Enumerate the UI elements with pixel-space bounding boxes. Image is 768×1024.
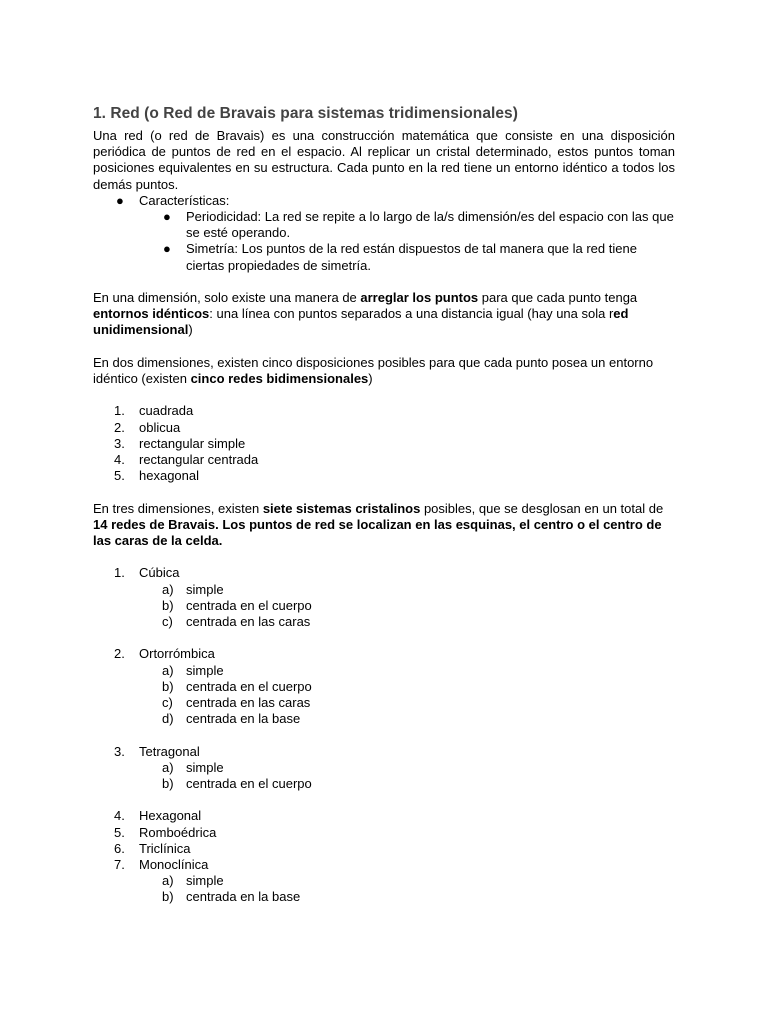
lattice-2d-item <box>93 403 675 419</box>
list-number: 6. <box>114 840 125 856</box>
text-run: ) <box>368 371 373 387</box>
list-number: 5. <box>114 468 125 484</box>
one-dimension-paragraph <box>93 290 675 339</box>
list-label: simple <box>186 873 224 889</box>
lattice-2d-item <box>93 436 675 452</box>
crystal-system-item <box>93 744 675 760</box>
lattice-variant-item <box>93 695 675 711</box>
list-label: centrada en el cuerpo <box>186 597 312 613</box>
list-label: simple <box>186 581 224 597</box>
crystal-system-item <box>93 857 675 873</box>
bold-run: siete sistemas cristalinos <box>262 500 421 516</box>
list-label: Tetragonal <box>139 743 200 759</box>
lattice-variant-item <box>93 711 675 727</box>
list-label: rectangular centrada <box>139 452 259 468</box>
crystal-system-item <box>93 565 675 581</box>
bold-run: 14 redes de Bravais. Los puntos de red se localizan en las esquinas, el centro o el centro de las caras de la celda. <box>93 516 662 549</box>
bold-run: ed unidimensional <box>93 306 629 338</box>
list-number: 2. <box>114 646 125 662</box>
lattice-variant-item <box>93 663 675 679</box>
lattice-2d-item <box>93 452 675 468</box>
lattice-variant-item <box>93 679 675 695</box>
list-label: hexagonal <box>139 468 199 484</box>
list-label: Hexagonal <box>139 808 202 824</box>
list-label: Romboédrica <box>139 824 217 840</box>
text-run: posibles, que se desglosan en un total de <box>420 500 664 516</box>
bold-run: entornos idénticos <box>93 306 210 322</box>
text-run: En tres dimensiones, existen <box>93 500 263 516</box>
list-number: 5. <box>114 824 125 840</box>
characteristic-item <box>93 209 675 241</box>
list-label: oblicua <box>139 419 181 435</box>
list-number: b) <box>162 776 174 792</box>
list-number: 4. <box>114 808 125 824</box>
lattice-variant-item <box>93 776 675 792</box>
bullet-icon: ● <box>116 192 124 208</box>
list-number: 3. <box>114 743 125 759</box>
list-number: 3. <box>114 435 125 451</box>
crystal-system-item <box>93 825 675 841</box>
list-label: Ortorrómbica <box>139 646 215 662</box>
characteristics-label: Características: <box>139 192 230 208</box>
bold-run: cinco redes bidimensionales <box>190 371 369 387</box>
list-number: a) <box>162 662 174 678</box>
bullet-icon: ● <box>163 209 171 225</box>
text-run: En dos dimensiones, existen cinco disposiciones posibles para que cada punto posea un entorno idéntico (existen <box>93 354 654 387</box>
three-dimension-paragraph <box>93 501 675 550</box>
document-page <box>93 104 675 906</box>
list-number: d) <box>162 711 174 727</box>
text-run: : una línea con puntos separados a una distancia igual (hay una sola r <box>209 306 614 322</box>
list-number: 4. <box>114 452 125 468</box>
intro-paragraph: Una red (o red de Bravais) es una construcción matemática que consiste en una disposición periódica de puntos de red en el espacio. Al replicar un cristal determinado, estos puntos toman posiciones equivalentes en su estructura. Cada punto en la red tiene un entorno idéntico a todos los demás puntos. <box>93 128 675 192</box>
lattice-variant-item <box>93 889 675 905</box>
list-label: simple <box>186 759 224 775</box>
characteristic-item <box>93 241 675 273</box>
lattice-2d-item <box>93 420 675 436</box>
list-number: a) <box>162 581 174 597</box>
list-number: 7. <box>114 857 125 873</box>
lattice-variant-item <box>93 873 675 889</box>
lattice-variant-item <box>93 760 675 776</box>
list-number: 2. <box>114 419 125 435</box>
crystal-systems-list <box>93 565 675 905</box>
list-label: cuadrada <box>139 403 194 419</box>
text-run: para que cada punto tenga <box>478 290 638 306</box>
list-number: b) <box>162 889 174 905</box>
list-label: rectangular simple <box>139 435 246 451</box>
text-run: ) <box>188 322 193 338</box>
list-label: centrada en las caras <box>186 614 311 630</box>
bold-run: arreglar los puntos <box>360 290 479 306</box>
list-label: centrada en la base <box>186 711 301 727</box>
section-title: 1. Red (o Red de Bravais para sistemas tridimensionales) <box>93 105 518 122</box>
crystal-system-item <box>93 646 675 662</box>
crystal-system-item <box>93 808 675 824</box>
bullet-icon: ● <box>163 241 171 257</box>
list-label: Triclínica <box>139 840 191 856</box>
list-label: simple <box>186 662 224 678</box>
list-number: c) <box>162 614 173 630</box>
list-number: a) <box>162 759 174 775</box>
characteristics-bullet <box>93 193 675 209</box>
characteristic-text: Simetría: Los puntos de la red están dispuestos de tal manera que la red tiene ciertas propiedades de simetría. <box>186 241 637 273</box>
two-dimension-paragraph <box>93 355 675 387</box>
lattice-variant-item <box>93 598 675 614</box>
list-label: Cúbica <box>139 565 180 581</box>
list-label: centrada en el cuerpo <box>186 678 312 694</box>
lattice-2d-item <box>93 468 675 484</box>
crystal-system-item <box>93 841 675 857</box>
list-number: b) <box>162 597 174 613</box>
list-label: Monoclínica <box>139 857 209 873</box>
list-label: centrada en las caras <box>186 695 311 711</box>
two-dimension-list <box>93 403 675 484</box>
list-number: b) <box>162 678 174 694</box>
list-number: a) <box>162 873 174 889</box>
list-label: centrada en la base <box>186 889 301 905</box>
list-number: c) <box>162 695 173 711</box>
lattice-variant-item <box>93 582 675 598</box>
list-number: 1. <box>114 403 125 419</box>
list-number: 1. <box>114 565 125 581</box>
list-label: centrada en el cuerpo <box>186 776 312 792</box>
lattice-variant-item <box>93 614 675 630</box>
characteristic-text: Periodicidad: La red se repite a lo largo de la/s dimensión/es del espacio con las que se esté operando. <box>186 209 674 241</box>
text-run: En una dimensión, solo existe una manera de <box>93 290 361 306</box>
